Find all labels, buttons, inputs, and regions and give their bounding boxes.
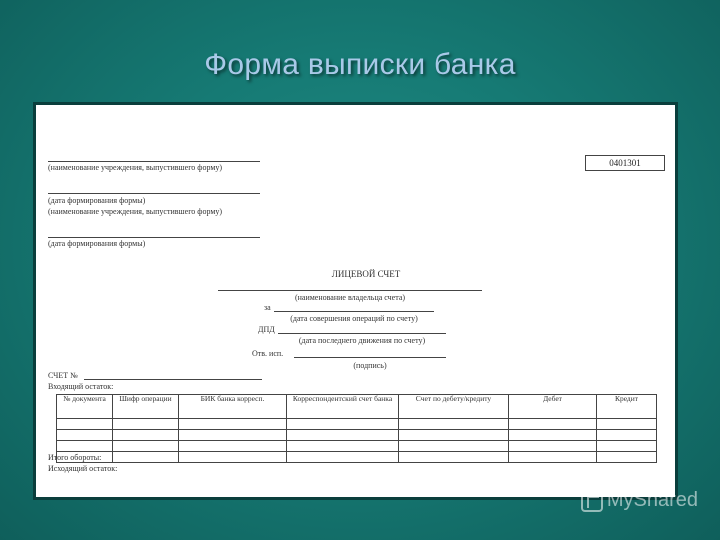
responsible-label: Отв. исп. <box>252 349 284 358</box>
statement-table <box>56 394 657 463</box>
closing-balance-label: Исходящий остаток: <box>48 464 118 473</box>
column-header: Дебет <box>509 395 597 419</box>
account-heading: ЛИЦЕВОЙ СЧЕТ <box>331 269 401 279</box>
date-line-2 <box>48 237 260 238</box>
column-header: Кредит <box>597 395 657 419</box>
watermark-text: MyShared <box>606 489 698 511</box>
table-header-row <box>57 395 657 419</box>
date-caption-1: (дата формирования формы) <box>48 196 146 205</box>
signature-line <box>294 357 446 358</box>
date-caption-2: (дата формирования формы) <box>48 239 146 248</box>
column-header: Счет по дебету/кредиту <box>399 395 509 419</box>
form-code: 0401301 <box>585 155 665 171</box>
account-number-line <box>84 379 262 380</box>
document-frame <box>33 102 678 500</box>
myshared-logo-icon <box>581 490 603 512</box>
table-row <box>57 430 657 441</box>
turnover-label: Итого обороты: <box>48 453 102 462</box>
myshared-watermark <box>581 489 698 512</box>
last-movement-caption: (дата последнего движения по счету) <box>298 336 426 345</box>
table-row <box>57 452 657 463</box>
issuer-caption-2: (наименование учреждения, выпустившего форму) <box>48 207 223 216</box>
account-number-label: СЧЕТ № <box>48 371 78 380</box>
operations-date-line <box>274 311 434 312</box>
column-header: № документа <box>57 395 113 419</box>
last-movement-line <box>278 333 446 334</box>
dpd-label: ДПД <box>258 325 275 334</box>
table-row <box>57 441 657 452</box>
issuer-caption-1: (наименование учреждения, выпустившего форму) <box>48 163 223 172</box>
slide-title: Форма выписки банка <box>204 48 516 81</box>
column-header: БИК банка корресп. <box>179 395 287 419</box>
opening-balance-label: Входящий остаток: <box>48 382 114 391</box>
issuer-line-1 <box>48 161 260 162</box>
date-line-1 <box>48 193 260 194</box>
operations-date-caption: (дата совершения операций по счету) <box>290 314 418 323</box>
table-row <box>57 419 657 430</box>
signature-caption: (подпись) <box>353 361 387 370</box>
column-header: Корреспондентский счет банка <box>287 395 399 419</box>
owner-caption: (наименование владельца счета) <box>294 293 406 302</box>
for-label: за <box>264 303 271 312</box>
bank-statement-form <box>36 105 675 497</box>
column-header: Шифр операции <box>113 395 179 419</box>
owner-line <box>218 290 482 291</box>
